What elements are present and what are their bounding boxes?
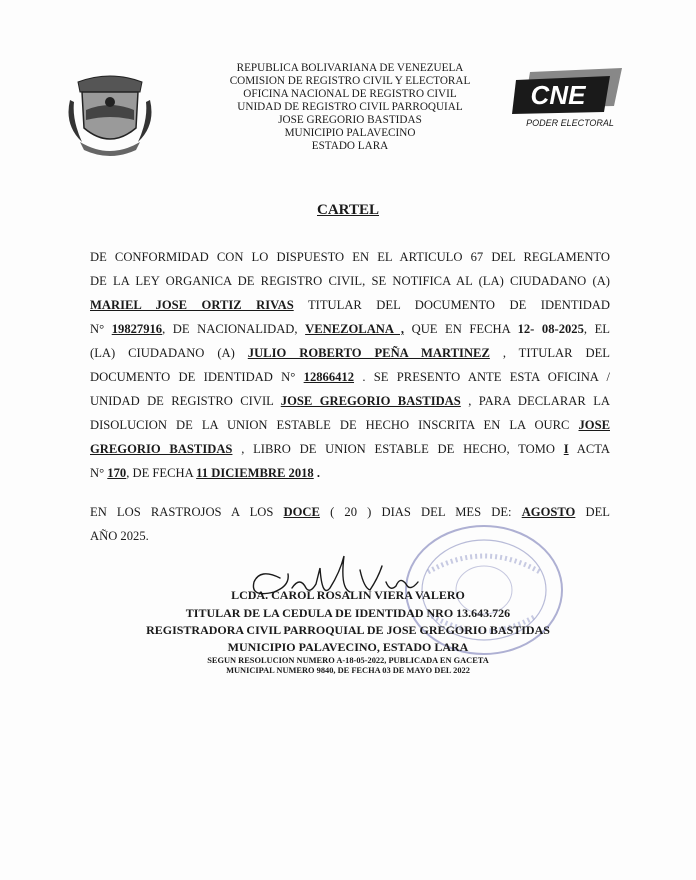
body-text: TITULAR DEL DOCUMENTO DE IDENTIDAD bbox=[307, 298, 610, 312]
month: AGOSTO bbox=[521, 505, 576, 519]
body-text: ACTA bbox=[576, 442, 610, 456]
body-line-8 bbox=[90, 418, 610, 433]
cne-logo-text: CNE bbox=[530, 80, 586, 110]
body-text: , TITULAR DEL bbox=[502, 346, 610, 360]
notified-citizen-name: MARIEL JOSE ORTIZ RIVAS bbox=[90, 298, 294, 312]
acta-number: 170 bbox=[107, 466, 127, 480]
body-line-1: DE CONFORMIDAD CON LO DISPUESTO EN EL ARTICULO 67 DEL REGLAMENTO bbox=[90, 250, 610, 264]
body-line-9 bbox=[90, 442, 610, 457]
body-text: , DE FECHA bbox=[126, 466, 194, 480]
day-word: DOCE bbox=[283, 505, 320, 519]
ourc-name-part1: JOSE bbox=[578, 418, 610, 432]
declarant-id-number: 12866412 bbox=[303, 370, 355, 384]
registry-unit-name: JOSE GREGORIO BASTIDAS bbox=[280, 394, 461, 408]
nationality: VENEZOLANA , bbox=[305, 322, 405, 336]
body-line-10 bbox=[90, 466, 610, 481]
signatory-role: REGISTRADORA CIVIL PARROQUIAL DE JOSE GREGORIO BASTIDAS bbox=[146, 623, 550, 637]
header-line: ESTADO LARA bbox=[311, 140, 389, 152]
body-text: UNIDAD DE REGISTRO CIVIL bbox=[90, 394, 274, 408]
body-line-3 bbox=[90, 298, 610, 313]
body-line-2: DE LA LEY ORGANICA DE REGISTRO CIVIL, SE NOTIFICA AL (LA) CIUDADANO (A) bbox=[90, 274, 610, 288]
body-line-7 bbox=[90, 394, 610, 409]
body-text: , PARA DECLARAR LA bbox=[468, 394, 610, 408]
header-line: OFICINA NACIONAL DE REGISTRO CIVIL bbox=[243, 88, 457, 100]
header-line: REPUBLICA BOLIVARIANA DE VENEZUELA bbox=[236, 62, 464, 74]
declarant-name: JULIO ROBERTO PEÑA MARTINEZ bbox=[247, 346, 490, 360]
body-text: . bbox=[316, 466, 321, 480]
coat-of-arms-logo bbox=[60, 70, 160, 158]
signatory-place: MUNICIPIO PALAVECINO, ESTADO LARA bbox=[227, 640, 469, 654]
header-line: MUNICIPIO PALAVECINO bbox=[284, 127, 416, 139]
header-line: JOSE GREGORIO BASTIDAS bbox=[278, 114, 422, 126]
body-text: DISOLUCION DE LA UNION ESTABLE DE HECHO INSCRITA EN LA OURC bbox=[90, 418, 570, 432]
body-text: N° bbox=[90, 322, 105, 336]
body-text: DOCUMENTO DE IDENTIDAD N° bbox=[90, 370, 296, 384]
closing-line-2: AÑO 2025. bbox=[90, 529, 149, 543]
closing-line-1 bbox=[90, 505, 610, 520]
header-line: UNIDAD DE REGISTRO CIVIL PARROQUIAL bbox=[237, 101, 463, 113]
header-block bbox=[200, 62, 500, 153]
signatory-cedula: TITULAR DE LA CEDULA DE IDENTIDAD NRO 13.643.726 bbox=[185, 606, 511, 620]
document-title: CARTEL bbox=[317, 202, 379, 218]
acta-date: 11 DICIEMBRE 2018 bbox=[196, 466, 314, 480]
body-text: N° bbox=[90, 466, 105, 480]
tomo-number: I bbox=[563, 442, 569, 456]
cne-logo bbox=[510, 62, 630, 132]
resolution-line-2: MUNICIPAL NUMERO 9840, DE FECHA 03 DE MAYO DEL 2022 bbox=[226, 666, 470, 675]
citizen-id-number: 19827916 bbox=[111, 322, 163, 336]
header-line: COMISION DE REGISTRO CIVIL Y ELECTORAL bbox=[229, 75, 471, 87]
body-text: , EL bbox=[583, 322, 610, 336]
ourc-name-part2: GREGORIO BASTIDAS bbox=[90, 442, 233, 456]
body-text: DIAS DEL MES DE: bbox=[381, 505, 512, 519]
resolution-line-1: SEGUN RESOLUCION NUMERO A-18-05-2022, PUBLICADA EN GACETA bbox=[207, 656, 489, 665]
body-line-4 bbox=[90, 322, 610, 337]
body-text: EN LOS RASTROJOS A LOS bbox=[90, 505, 274, 519]
filing-date: 12- 08-2025 bbox=[517, 322, 584, 336]
body-line-5 bbox=[90, 346, 610, 361]
body-text: . SE PRESENTO ANTE ESTA OFICINA / bbox=[362, 370, 610, 384]
body-text: (LA) CIUDADANO (A) bbox=[90, 346, 235, 360]
body-text: DEL bbox=[585, 505, 610, 519]
signatory-name: LCDA. CAROL ROSALIN VIERA VALERO bbox=[231, 588, 465, 602]
body-line-6 bbox=[90, 370, 610, 385]
body-text: QUE EN FECHA bbox=[411, 322, 510, 336]
body-text: , LIBRO DE UNION ESTABLE DE HECHO, TOMO bbox=[241, 442, 555, 456]
cne-logo-subtitle: PODER ELECTORAL bbox=[526, 118, 614, 128]
body-text: ( 20 ) bbox=[330, 505, 372, 519]
body-text: , DE NACIONALIDAD, bbox=[162, 322, 298, 336]
